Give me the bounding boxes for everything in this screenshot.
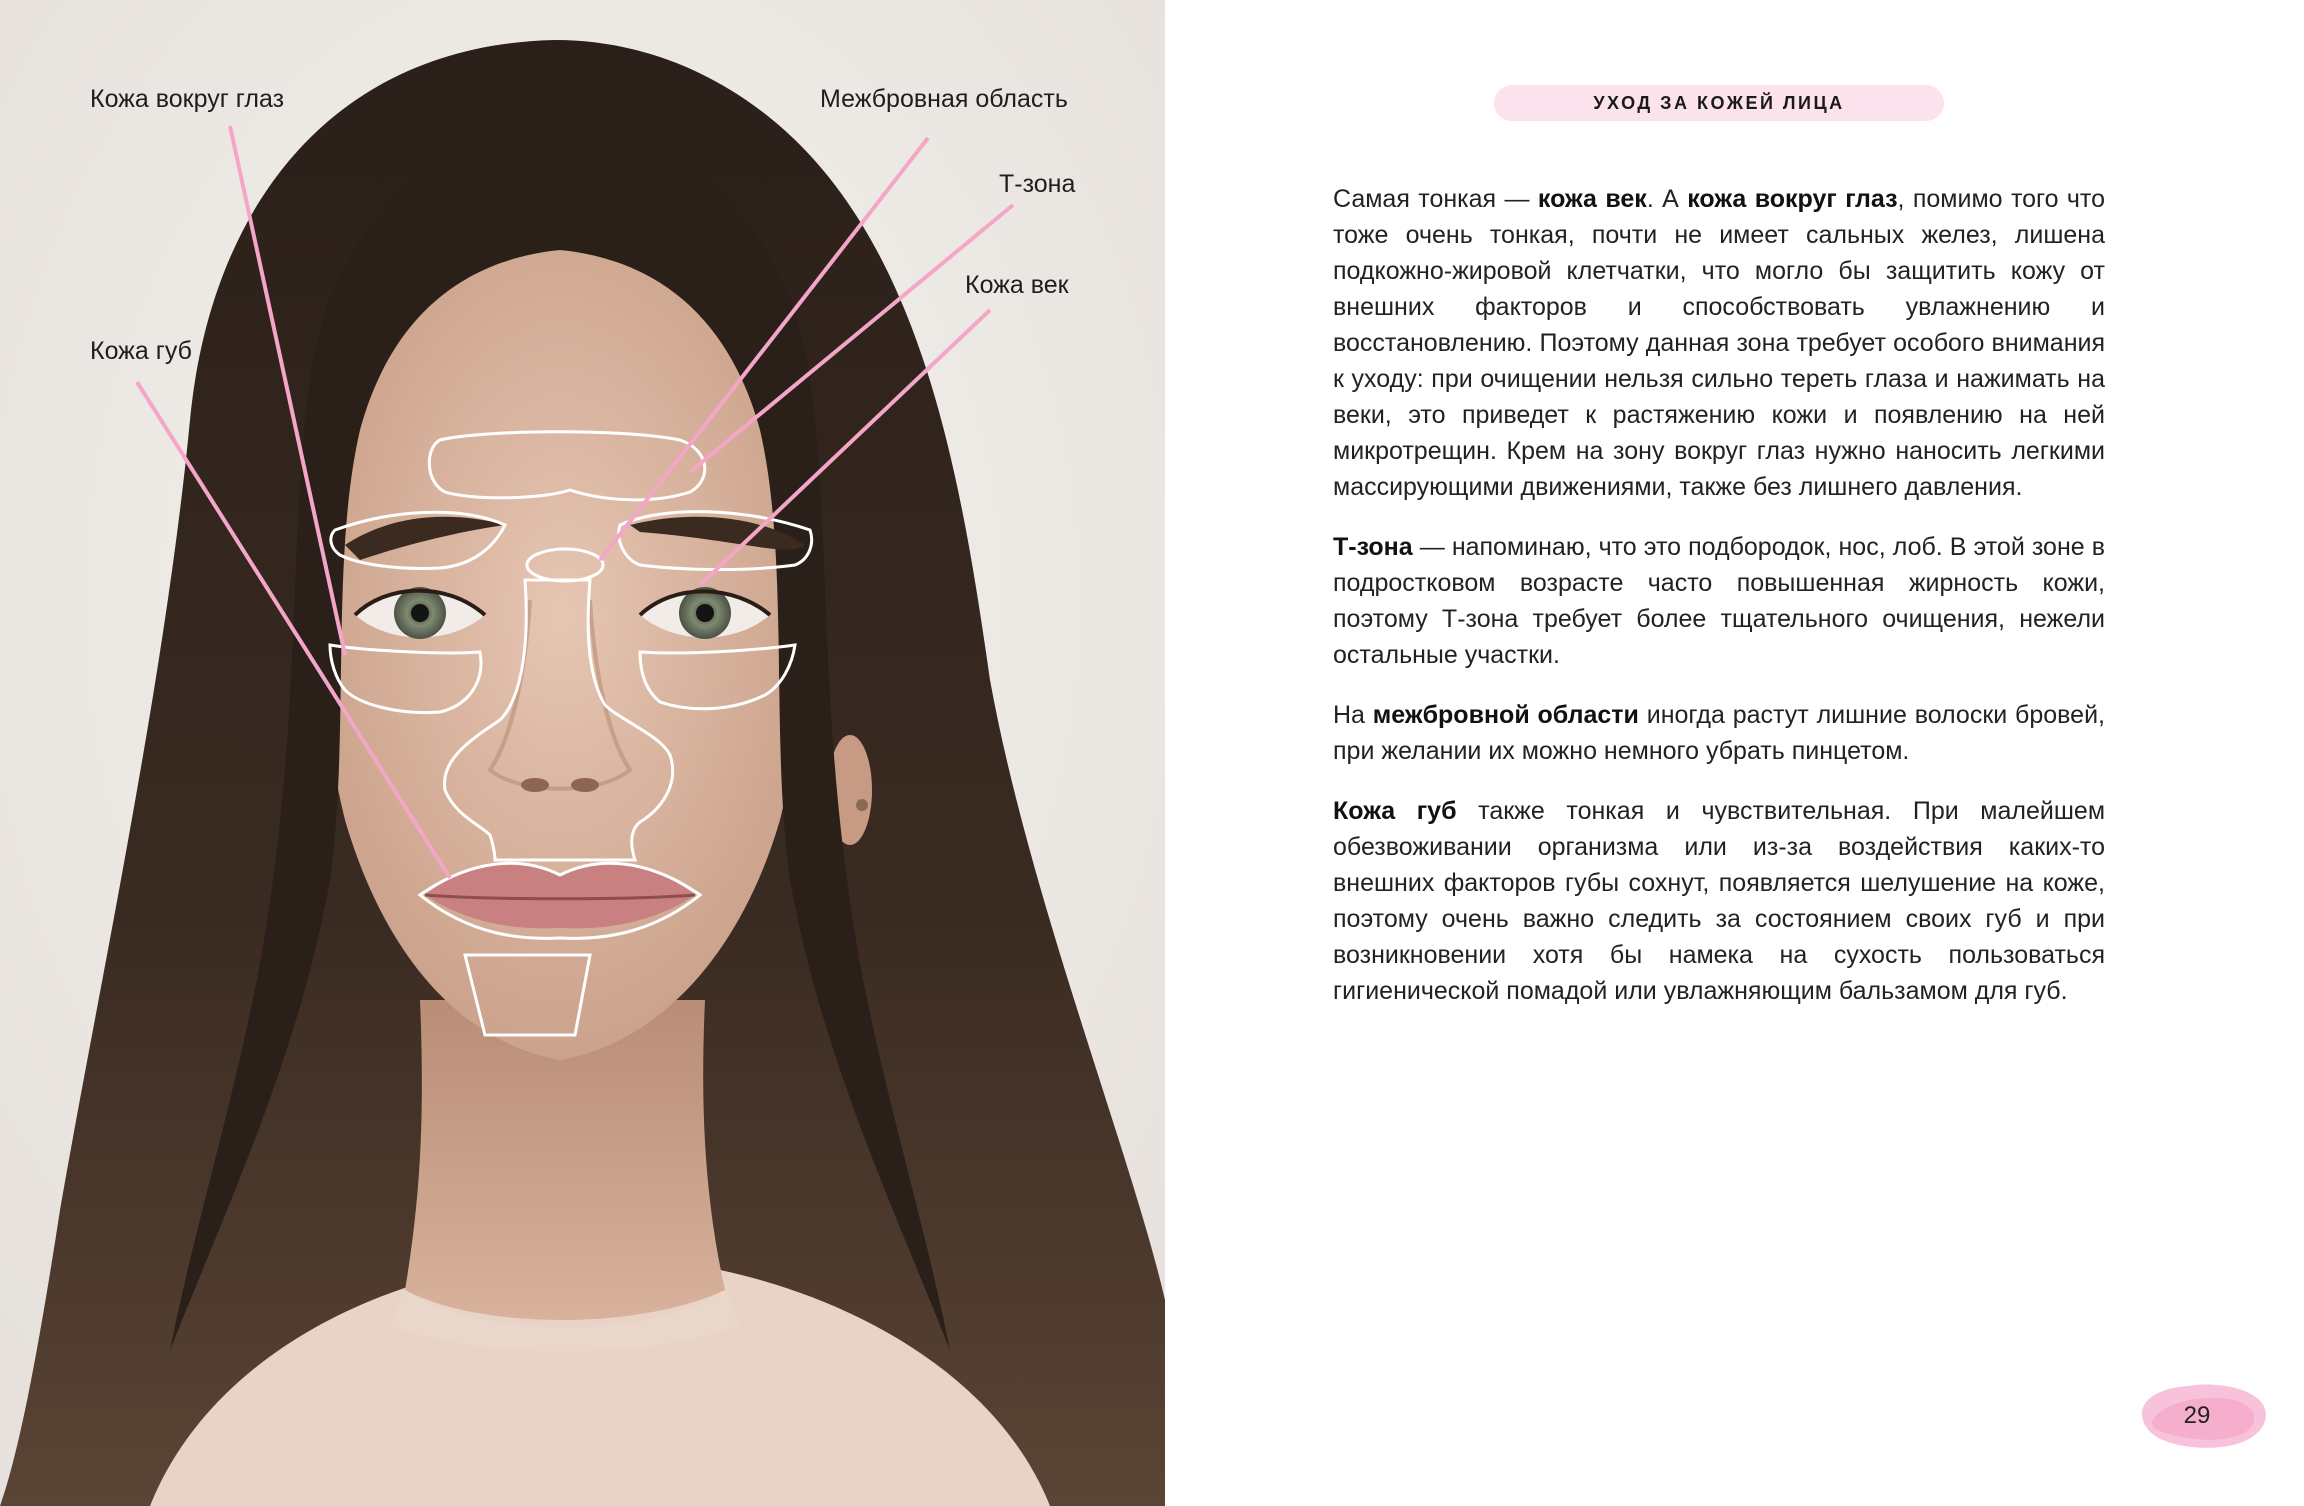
text-run: иногда растут лишние волоски бровей, при желании их можно немного убрать пинцетом. — [1333, 701, 2105, 765]
callout-glabella: Межбровная область — [820, 85, 1068, 113]
paragraph-lips — [1333, 793, 2105, 1009]
callout-lips: Кожа губ — [90, 337, 192, 365]
text-run: также тонкая и чувствительная. При малейшем обезвоживании организма или из-за воздействия каких-то внешних факторов губы сохнут, появляется шелушение на коже, поэтому очень важно следить за состоянием своих губ и при возникновении хотя бы намека на сухость пользоваться гигиенической помадой или увлажняющим бальзамом для губ. — [1333, 797, 2106, 1005]
left-pupil — [411, 604, 429, 622]
callout-eyelid: Кожа век — [965, 271, 1069, 299]
paragraph-glabella — [1333, 697, 2105, 769]
bold-term-eye-area: кожа вокруг глаз — [1687, 185, 1898, 213]
callout-t-zone: Т-зона — [999, 170, 1076, 198]
text-run: — напоминаю, что это подбородок, нос, лоб. В этой зоне в подростковом возрасте часто повышенная жирность кожи, поэтому Т-зона требует более тщательного очищения, нежели остальные участки. — [1333, 533, 2105, 669]
page-number: 29 — [2183, 1402, 2211, 1429]
text-run: . А — [1646, 185, 1688, 213]
bold-term-glabella: межбровной области — [1372, 701, 1639, 729]
right-nostril — [571, 778, 599, 792]
right-pupil — [696, 604, 714, 622]
article-body — [1333, 181, 2105, 1033]
paragraph-t-zone — [1333, 529, 2105, 673]
earring — [856, 799, 868, 811]
text-run: , помимо того что тоже очень тонкая, почти не имеет сальных желез, лишена подкожно-жировой клетчатки, что могло бы защитить кожу от внешних факторов и способствовать увлажнению и восстановлению. Поэтому данная зона требует особого внимания к уходу: при очищении нельзя сильно тереть глаза и нажимать на веки, это приведет к растяжению кожи и появлению на ней микротрещин. Крем на зону вокруг глаз нужно наносить легкими массирующими движениями, также без лишнего давления. — [1333, 185, 2106, 501]
callout-eye-area: Кожа вокруг глаз — [90, 85, 285, 113]
paragraph-eye-skin — [1333, 181, 2105, 505]
text-run: Самая тонкая — — [1333, 185, 1538, 213]
section-header-pill: УХОД ЗА КОЖЕЙ ЛИЦА — [1494, 85, 1944, 121]
bold-term-t-zone: Т-зона — [1333, 533, 1413, 561]
page-number-badge — [2132, 1376, 2272, 1456]
left-nostril — [521, 778, 549, 792]
bold-term-eyelid: кожа век — [1537, 185, 1647, 213]
bold-term-lips: Кожа губ — [1333, 797, 1457, 825]
text-run: На — [1333, 701, 1373, 729]
